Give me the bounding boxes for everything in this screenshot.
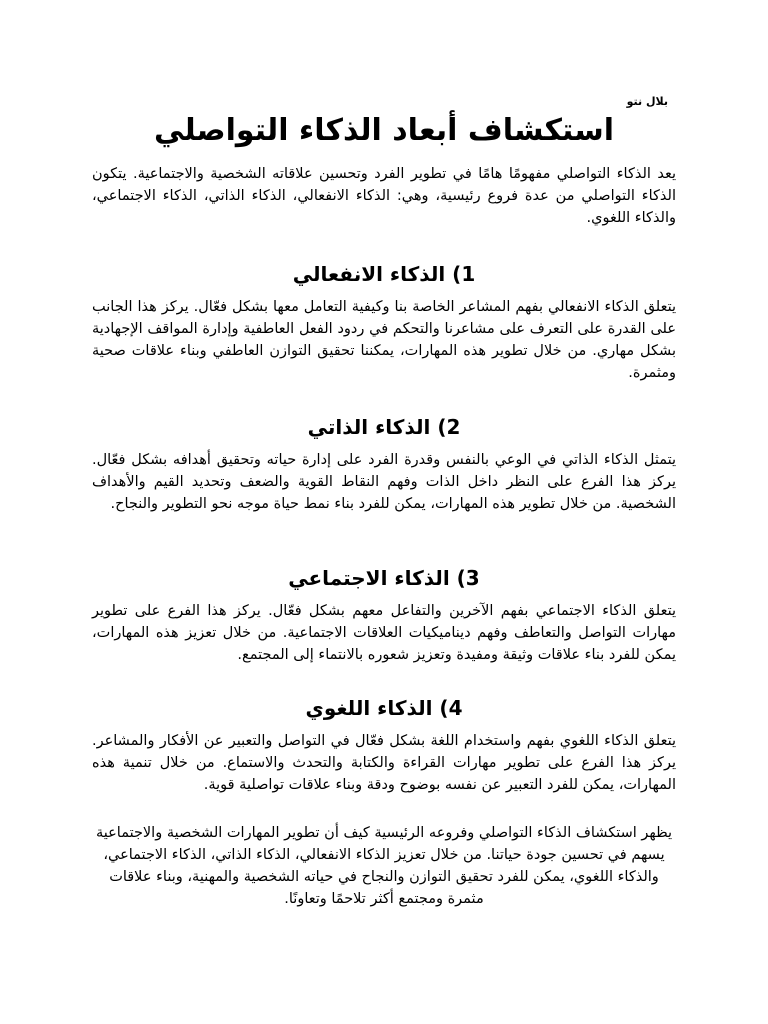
section-body-emotional: يتعلق الذكاء الانفعالي بفهم المشاعر الخاصة بنا وكيفية التعامل معها بشكل فعّال. يركز هذا الجانب على القدرة على التعرف على مشاعرنا والتحكم في ردود الفعل العاطفية وإدارة المواقف الإجهادية بشكل مهاري. من خلال تطوير هذه المهارات، يمكننا تحقيق التوازن العاطفي وبناء علاقات صحية ومثمرة.: [92, 299, 676, 381]
section-heading-self: 2) الذكاء الذاتي: [307, 415, 461, 439]
conclusion-paragraph: يظهر استكشاف الذكاء التواصلي وفروعه الرئيسية كيف أن تطوير المهارات الشخصية والاجتماعية يسهم في تحسين جودة حياتنا. من خلال تعزيز الذكاء الانفعالي، الذكاء الذاتي، الذكاء الاجتماعي، والذكاء اللغوي، يمكن للفرد تحقيق التوازن والنجاح في حياته الشخصية والمهنية، وبناء علاقات مثمرة ومجتمع أكثر تلاحمًا وتعاونًا.: [95, 825, 673, 907]
author-name: بلال نتو: [626, 95, 668, 108]
section-heading-emotional: 1) الذكاء الانفعالي: [292, 262, 476, 286]
section-body-linguistic: يتعلق الذكاء اللغوي بفهم واستخدام اللغة بشكل فعّال في التواصل والتعبير عن الأفكار والمشاعر. يركز هذا الفرع على تطوير مهارات القراءة والكتابة والتحدث والاستماع. من خلال تنمية هذه المهارات، يمكن للفرد التعبير عن نفسه بوضوح ودقة وبناء علاقات تواصلية قوية.: [92, 733, 676, 793]
document-title: استكشاف أبعاد الذكاء التواصلي: [154, 113, 614, 148]
section-body-self: يتمثل الذكاء الذاتي في الوعي بالنفس وقدرة الفرد على إدارة حياته وتحقيق أهدافه بشكل فعّال. يركز هذا الفرع على النظر داخل الذات وفهم النقاط القوية والضعف وتحديد القيم والأهداف الشخصية. من خلال تطوير هذه المهارات، يمكن للفرد بناء نمط حياة موجه نحو التطوير والنجاح.: [92, 452, 676, 512]
section-heading-linguistic: 4) الذكاء اللغوي: [305, 696, 463, 720]
section-body-social: يتعلق الذكاء الاجتماعي بفهم الآخرين والتفاعل معهم بشكل فعّال. يركز هذا الفرع على تطوير مهارات التواصل والتعاطف وفهم ديناميكيات العلاقات الاجتماعية. من خلال تعزيز هذه المهارات، يمكن للفرد بناء علاقات وثيقة ومفيدة وتعزيز شعوره بالانتماء إلى المجتمع.: [92, 603, 676, 663]
intro-paragraph: يعد الذكاء التواصلي مفهومًا هامًا في تطوير الفرد وتحسين علاقاته الشخصية والاجتماعية. يتكون الذكاء التواصلي من عدة فروع رئيسية، وهي: الذكاء الانفعالي، الذكاء الذاتي، الذكاء الاجتماعي، والذكاء اللغوي.: [92, 166, 676, 226]
section-heading-social: 3) الذكاء الاجتماعي: [288, 566, 480, 590]
